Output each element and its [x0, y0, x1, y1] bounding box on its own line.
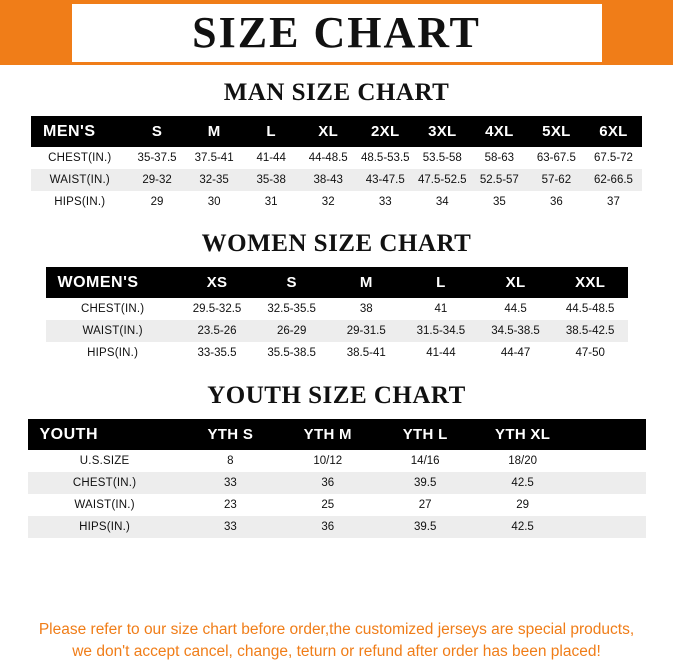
youth-cell-3-spacer	[571, 516, 645, 538]
man-col-header-3: XL	[318, 123, 339, 140]
man-size-table-wrapper	[31, 116, 642, 213]
women-col-header-5: XXL	[575, 274, 606, 291]
women-cell-1-1: 26-29	[276, 325, 307, 337]
women-cell-0-2: 38	[359, 303, 373, 315]
man-cell-2-0: 29	[150, 196, 164, 208]
table-row	[28, 450, 646, 472]
man-row-0-label: CHEST(IN.)	[48, 152, 112, 164]
table-row	[31, 147, 642, 169]
table-row	[28, 516, 646, 538]
youth-cell-2-0: 23	[223, 499, 237, 511]
youth-row-3-label: HIPS(IN.)	[79, 521, 131, 533]
man-cell-2-2: 31	[264, 196, 278, 208]
youth-table-body	[28, 450, 646, 538]
man-row-1-label: WAIST(IN.)	[49, 174, 110, 186]
man-cell-1-5: 47.5-52.5	[417, 174, 467, 186]
youth-row-label-header: YOUTH	[39, 425, 98, 443]
man-cell-2-7: 36	[549, 196, 563, 208]
youth-cell-0-0: 8	[227, 455, 234, 467]
youth-cell-0-1: 10/12	[313, 455, 343, 467]
women-col-header-1: S	[286, 274, 297, 291]
table-header-row	[28, 419, 646, 450]
man-size-table	[31, 116, 642, 213]
table-row	[31, 169, 642, 191]
youth-cell-1-0: 33	[223, 477, 237, 489]
footer-note-line-2: we don't accept cancel, change, teturn or refund after order has been placed!	[72, 643, 601, 660]
women-section-title: WOMEN SIZE CHART	[201, 230, 472, 257]
youth-col-header-spacer	[571, 419, 645, 450]
youth-row-0-label: U.S.SIZE	[79, 455, 130, 467]
man-cell-2-4: 33	[378, 196, 392, 208]
youth-cell-2-1: 25	[321, 499, 335, 511]
women-col-header-0: XS	[206, 274, 228, 291]
man-row-label-header: MEN'S	[43, 122, 96, 140]
women-row-label-header: WOMEN'S	[57, 273, 139, 291]
women-cell-2-3: 41-44	[426, 347, 456, 359]
women-size-table	[46, 267, 628, 364]
man-cell-2-3: 32	[321, 196, 335, 208]
youth-cell-3-3: 42.5	[511, 521, 534, 533]
youth-col-header-3: YTH XL	[495, 426, 551, 443]
man-col-header-7: 5XL	[542, 123, 571, 140]
youth-cell-3-0: 33	[223, 521, 237, 533]
women-row-1-label: WAIST(IN.)	[82, 325, 143, 337]
women-cell-2-1: 35.5-38.5	[267, 347, 316, 359]
women-cell-1-2: 29-31.5	[346, 325, 386, 337]
man-cell-1-4: 43-47.5	[365, 174, 405, 186]
man-cell-0-1: 37.5-41	[194, 152, 234, 164]
women-cell-1-3: 31.5-34.5	[416, 325, 466, 337]
man-cell-0-8: 67.5-72	[593, 152, 633, 164]
table-row	[46, 342, 628, 364]
table-row	[28, 494, 646, 516]
man-table-body	[31, 147, 642, 213]
youth-cell-1-2: 39.5	[413, 477, 437, 489]
footer-note-line-1: Please refer to our size chart before order,the customized jerseys are special products,	[38, 621, 635, 638]
man-row-2-label: HIPS(IN.)	[54, 196, 106, 208]
man-cell-0-3: 44-48.5	[308, 152, 348, 164]
women-table-header	[46, 267, 628, 298]
table-header-row	[46, 267, 628, 298]
man-cell-0-0: 35-37.5	[137, 152, 177, 164]
youth-cell-3-1: 36	[321, 521, 335, 533]
youth-cell-2-2: 27	[418, 499, 432, 511]
man-col-header-4: 2XL	[371, 123, 400, 140]
man-cell-1-2: 35-38	[256, 174, 286, 186]
header-banner	[0, 0, 673, 65]
man-col-header-0: S	[151, 123, 163, 140]
women-cell-1-4: 34.5-38.5	[491, 325, 540, 337]
footer-note	[0, 619, 673, 663]
man-col-header-1: M	[207, 123, 221, 140]
youth-cell-0-2: 14/16	[410, 455, 440, 467]
man-col-header-8: 6XL	[599, 123, 628, 140]
man-cell-0-7: 63-67.5	[536, 152, 576, 164]
youth-section-title: YOUTH SIZE CHART	[207, 382, 466, 409]
man-cell-1-7: 57-62	[541, 174, 572, 186]
women-cell-0-1: 32.5-35.5	[267, 303, 316, 315]
man-cell-1-1: 32-35	[199, 174, 229, 186]
youth-col-header-0: YTH S	[207, 426, 254, 443]
man-cell-2-8: 37	[607, 196, 620, 208]
youth-cell-0-3: 18/20	[508, 455, 537, 467]
table-row	[46, 298, 628, 320]
man-cell-1-6: 52.5-57	[479, 174, 519, 186]
youth-table-header	[28, 419, 646, 450]
man-cell-0-5: 53.5-58	[422, 152, 462, 164]
man-section-title: MAN SIZE CHART	[223, 79, 450, 106]
man-cell-2-6: 35	[492, 196, 506, 208]
man-col-header-6: 4XL	[485, 123, 514, 140]
man-cell-1-3: 38-43	[313, 174, 343, 186]
youth-col-header-2: YTH L	[402, 426, 448, 443]
youth-cell-1-1: 36	[321, 477, 335, 489]
youth-cell-1-spacer	[571, 472, 645, 494]
youth-row-1-label: CHEST(IN.)	[72, 477, 137, 489]
page-title: SIZE CHART	[192, 7, 481, 57]
women-cell-0-5: 44.5-48.5	[565, 303, 615, 315]
youth-cell-2-spacer	[571, 494, 645, 516]
women-cell-2-2: 38.5-41	[346, 347, 386, 359]
women-cell-1-0: 23.5-26	[197, 325, 237, 337]
table-row	[28, 472, 646, 494]
women-cell-2-5: 47-50	[575, 347, 605, 359]
man-cell-0-2: 41-44	[256, 152, 286, 164]
women-row-0-label: CHEST(IN.)	[80, 303, 145, 315]
women-cell-1-5: 38.5-42.5	[565, 325, 615, 337]
youth-cell-0-spacer	[571, 450, 645, 472]
youth-size-table-wrapper	[28, 419, 646, 538]
women-cell-2-0: 33-35.5	[197, 347, 237, 359]
youth-cell-2-3: 29	[516, 499, 530, 511]
women-cell-0-4: 44.5	[504, 303, 527, 315]
man-cell-2-5: 34	[435, 196, 449, 208]
youth-row-2-label: WAIST(IN.)	[74, 499, 135, 511]
man-col-header-5: 3XL	[428, 123, 457, 140]
women-col-header-4: XL	[505, 274, 526, 291]
women-col-header-2: M	[359, 274, 373, 291]
man-col-header-2: L	[266, 123, 276, 140]
women-row-2-label: HIPS(IN.)	[87, 347, 139, 359]
man-cell-1-0: 29-32	[142, 174, 172, 186]
header-banner-inner	[72, 4, 602, 62]
youth-cell-3-2: 39.5	[413, 521, 437, 533]
man-cell-0-6: 58-63	[484, 152, 515, 164]
man-cell-2-1: 30	[207, 196, 221, 208]
man-table-header	[31, 116, 642, 147]
youth-cell-1-3: 42.5	[511, 477, 534, 489]
women-table-body	[46, 298, 628, 364]
man-cell-1-8: 62-66.5	[593, 174, 633, 186]
table-row	[46, 320, 628, 342]
table-header-row	[31, 116, 642, 147]
women-size-table-wrapper	[46, 267, 628, 364]
women-cell-0-0: 29.5-32.5	[192, 303, 242, 315]
women-cell-2-4: 44-47	[500, 347, 531, 359]
youth-size-table	[28, 419, 646, 538]
youth-col-header-1: YTH M	[303, 426, 352, 443]
man-cell-0-4: 48.5-53.5	[360, 152, 410, 164]
women-cell-0-3: 41	[434, 303, 448, 315]
women-col-header-3: L	[436, 274, 446, 291]
table-row	[31, 191, 642, 213]
